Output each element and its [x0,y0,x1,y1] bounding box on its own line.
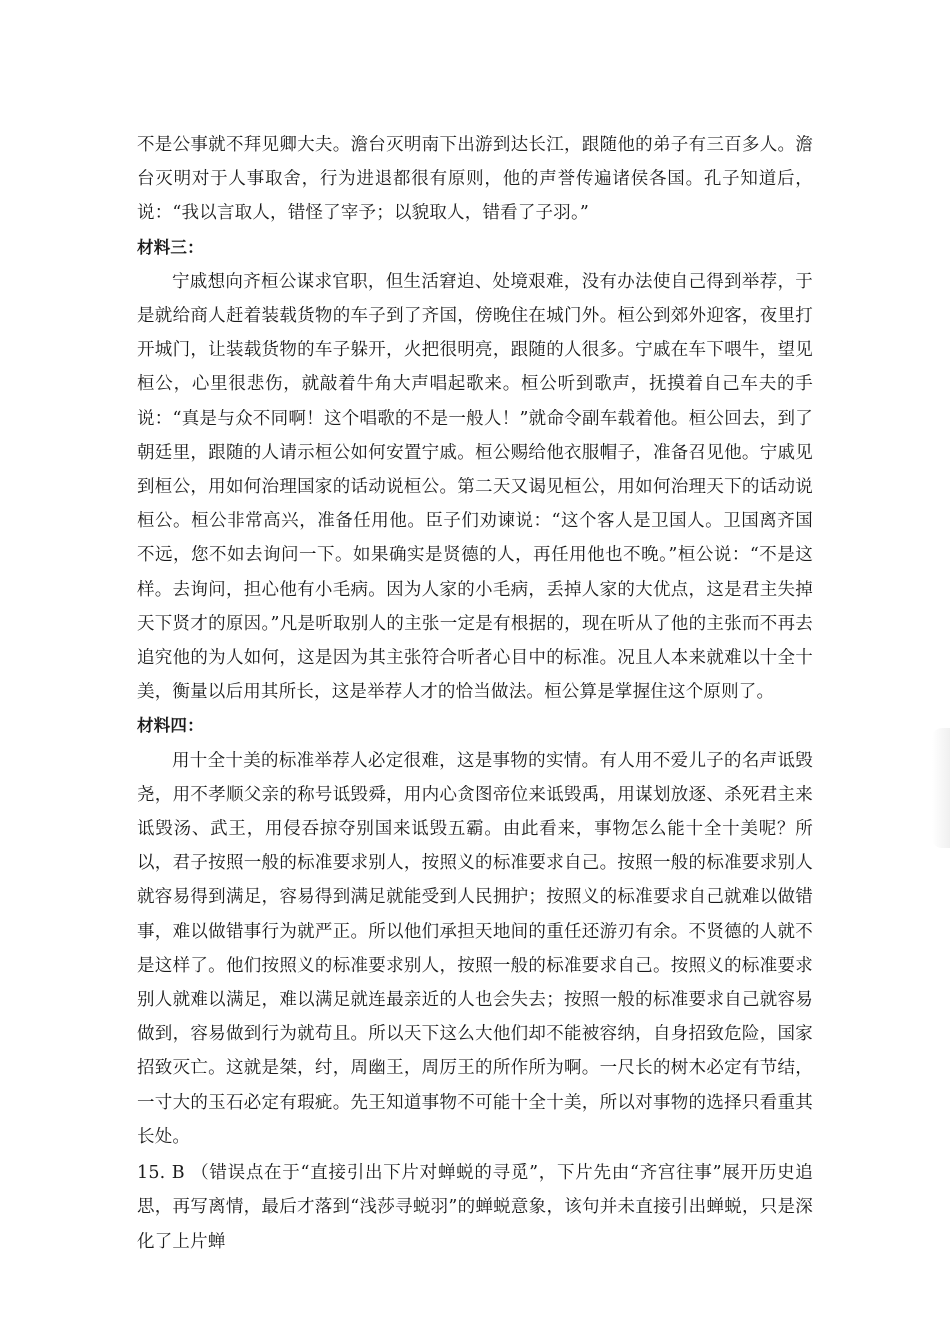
intro-paragraph: 不是公事就不拜见卿大夫。澹台灭明南下出游到达长江，跟随他的弟子有三百多人。澹台灭明对于人事取舍，行为进退都很有原则，他的声誉传遍诸侯各国。孔子知道后，说：“我以言取人，错怪了宰予；以貌取人，错看了子羽。” [137,135,813,224]
document-page [137,128,813,1259]
answer-15-paragraph: 15. B （错误点在于“直接引出下片对蝉蜕的寻觅”，下片先由“齐宫往事”展开历史追思，再写离情，最后才落到“浅莎寻蜕羽”的蝉蜕意象，该句并未直接引出蝉蜕，只是深化了上片蝉 [137,1163,813,1252]
material-3-body: 宁戚想向齐桓公谋求官职，但生活窘迫、处境艰难，没有办法使自己得到举荐，于是就给商人赶着装载货物的车子到了齐国，傍晚住在城门外。桓公到郊外迎客，夜里打开城门，让装载货物的车子躲开，火把很明亮，跟随的人很多。宁戚在车下喂牛，望见桓公，心里很悲伤，就敲着牛角大声唱起歌来。桓公听到歌声，抚摸着自己车夫的手说：“真是与众不同啊！这个唱歌的不是一般人！”就命令副车载着他。桓公回去，到了朝廷里，跟随的人请示桓公如何安置宁戚。桓公赐给他衣服帽子，准备召见他。宁戚见到桓公，用如何治理国家的话动说桓公。第二天又谒见桓公，用如何治理天下的话动说桓公。桓公非常高兴，准备任用他。臣子们劝谏说：“这个客人是卫国人。卫国离齐国不远，您不如去询问一下。如果确实是贤德的人，再任用他也不晚。”桓公说：“不是这样。去询问，担心他有小毛病。因为人家的小毛病，丢掉人家的大优点，这是君主失掉天下贤才的原因。”凡是听取别人的主张一定是有根据的，现在听从了他的主张而不再去追究他的为人如何，这是因为其主张符合听者心目中的标准。况且人本来就难以十全十美，衡量以后用其所长，这是举荐人才的恰当做法。桓公算是掌握住这个原则了。 [137,271,813,703]
material-4-body: 用十全十美的标准举荐人必定很难，这是事物的实情。有人用不爱儿子的名声诋毁尧，用不孝顺父亲的称号诋毁舜，用内心贪图帝位来诋毁禹，用谋划放逐、杀死君主来诋毁汤、武王，用侵吞掠夺别国来诋毁五霸。由此看来，事物怎么能十全十美呢？所以，君子按照一般的标准要求别人，按照义的标准要求自己。按照一般的标准要求别人就容易得到满足，容易得到满足就能受到人民拥护；按照义的标准要求自己就难以做错事，难以做错事行为就严正。所以他们承担天地间的重任还游刃有余。不贤德的人就不是这样了。他们按照义的标准要求别人，按照一般的标准要求自己。按照义的标准要求别人就难以满足，难以满足就连最亲近的人也会失去；按照一般的标准要求自己就容易做到，容易做到行为就苟且。所以天下这么大他们却不能被容纳，自身招致危险，国家招致灭亡。这就是桀，纣，周幽王，周厉王的所作所为啊。一尺长的树木必定有节结，一寸大的玉石必定有瑕疵。先王知道事物不可能十全十美，所以对事物的选择只看重其长处。 [137,750,813,1147]
material-4-heading: 材料四： [137,716,204,736]
page-edge-shadow [932,728,950,848]
material-3-heading: 材料三： [137,237,204,257]
